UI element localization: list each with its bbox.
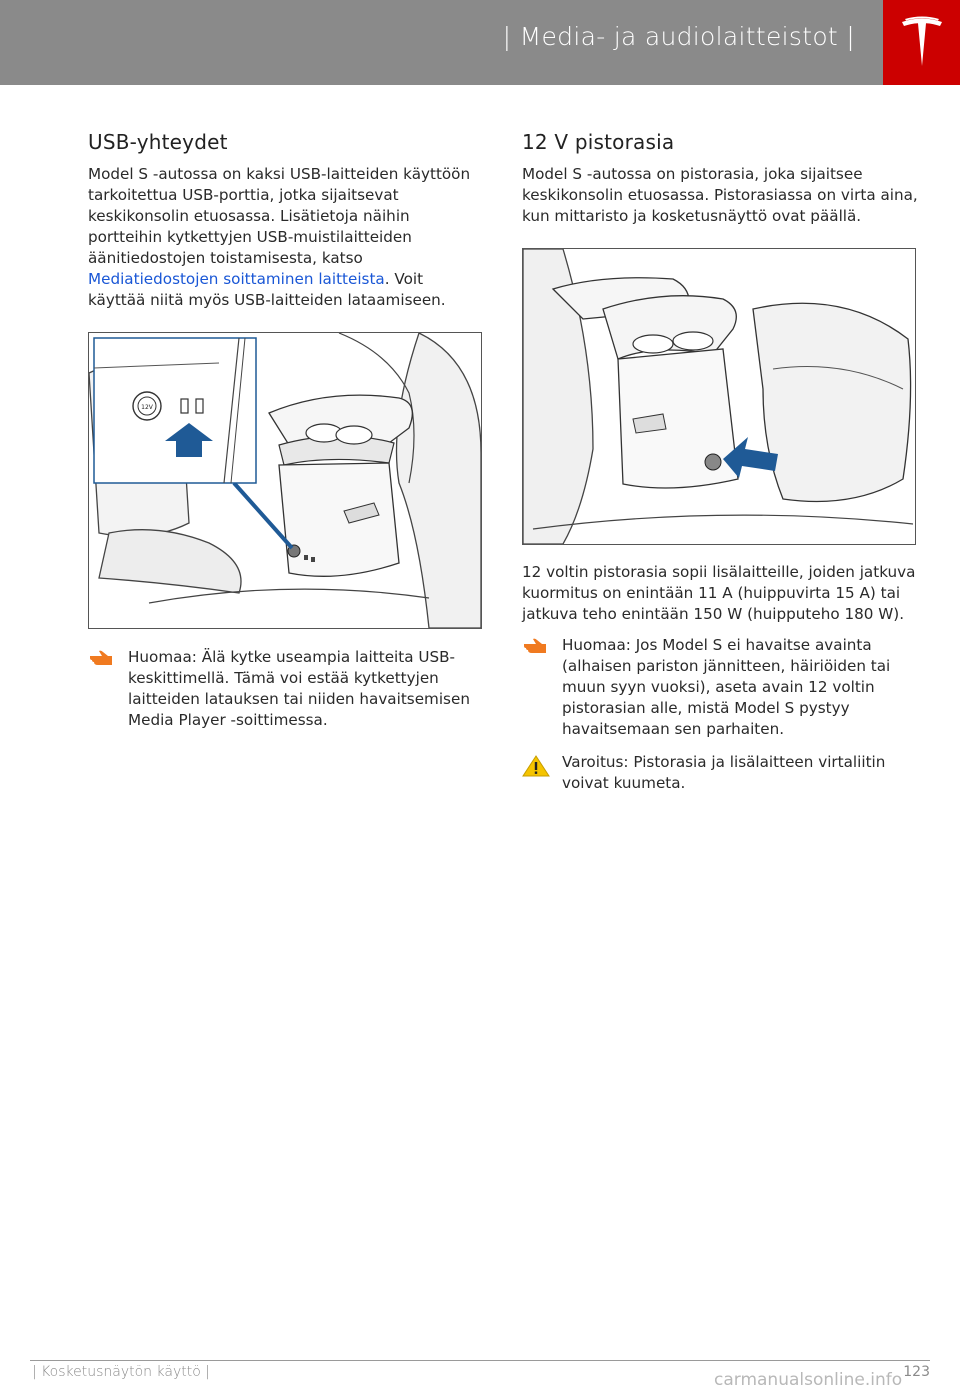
watermark: carmanualsonline.info: [714, 1370, 903, 1390]
usb-paragraph: [88, 164, 483, 311]
media-files-link[interactable]: Mediatiedostojen soittaminen laitteista: [88, 270, 385, 288]
section-title: | Media- ja audiolaitteistot |: [502, 22, 855, 51]
socket-note-text: Huomaa: Jos Model S ei havaitse avainta (alhaisen pariston jännitteen, häiriöiden tai muun syyn vuoksi), aseta avain 12 voltin pistorasian alle, mistä Model S pystyy havaitsemaan sen parhaiten.: [562, 636, 891, 738]
page-number: 123: [903, 1364, 930, 1380]
footer-divider: [30, 1360, 930, 1361]
page-header: [0, 0, 883, 85]
usb-section: [88, 130, 483, 731]
socket-console-illustration: [522, 248, 916, 545]
usb-note-text: Huomaa: Älä kytke useampia laitteita USB-keskittimellä. Tämä voi estää kytkettyjen laitteiden latauksen tai niiden havaitsemisen Media Player -soittimessa.: [128, 648, 470, 729]
socket-paragraph: Model S -autossa on pistorasia, joka sijaitsee keskikonsolin etuosassa. Pistorasiassa on virta aina, kun mittaristo ja kosketusnäyttö ovat päällä.: [522, 165, 918, 225]
pointing-hand-icon: [88, 649, 114, 671]
usb-console-illustration: [88, 332, 482, 629]
socket-12v-label: 12V: [141, 404, 153, 411]
socket-warning-text: Varoitus: Pistorasia ja lisälaitteen virtaliitin voivat kuumeta.: [562, 753, 886, 792]
console-drawing: [89, 333, 481, 628]
socket-load-paragraph: 12 voltin pistorasia sopii lisälaitteille, joiden jatkuva kuormitus on enintään 11 A (huippuvirta 15 A) tai jatkuva teho enintään 150 W (huipputeho 180 W).: [522, 563, 916, 623]
console-socket-drawing: [523, 249, 915, 544]
warning-icon: [522, 754, 550, 782]
socket-note: [522, 635, 922, 740]
usb-paragraph-tail: . Voit käyttää niitä myös USB-laitteiden lataamiseen.: [88, 270, 446, 309]
brand-logo: [883, 0, 960, 85]
footer-section: | Kosketusnäytön käyttö |: [32, 1364, 210, 1380]
usb-heading: USB-yhteydet: [88, 130, 228, 154]
socket-warning: [522, 752, 922, 794]
socket-heading: 12 V pistorasia: [522, 130, 675, 154]
socket-section: [522, 130, 922, 794]
pointing-hand-icon: [522, 637, 548, 659]
tesla-logo-icon: [899, 16, 945, 68]
usb-paragraph-text: Model S -autossa on kaksi USB-laitteiden käyttöön tarkoitettua USB-porttia, jotka sijaitsevat keskikonsolin etuosassa. Lisätietoja näihin portteihin kytkettyjen USB-muistilaitteiden äänitiedostojen toistamisesta, katso: [88, 165, 471, 267]
usb-note: [88, 647, 483, 731]
